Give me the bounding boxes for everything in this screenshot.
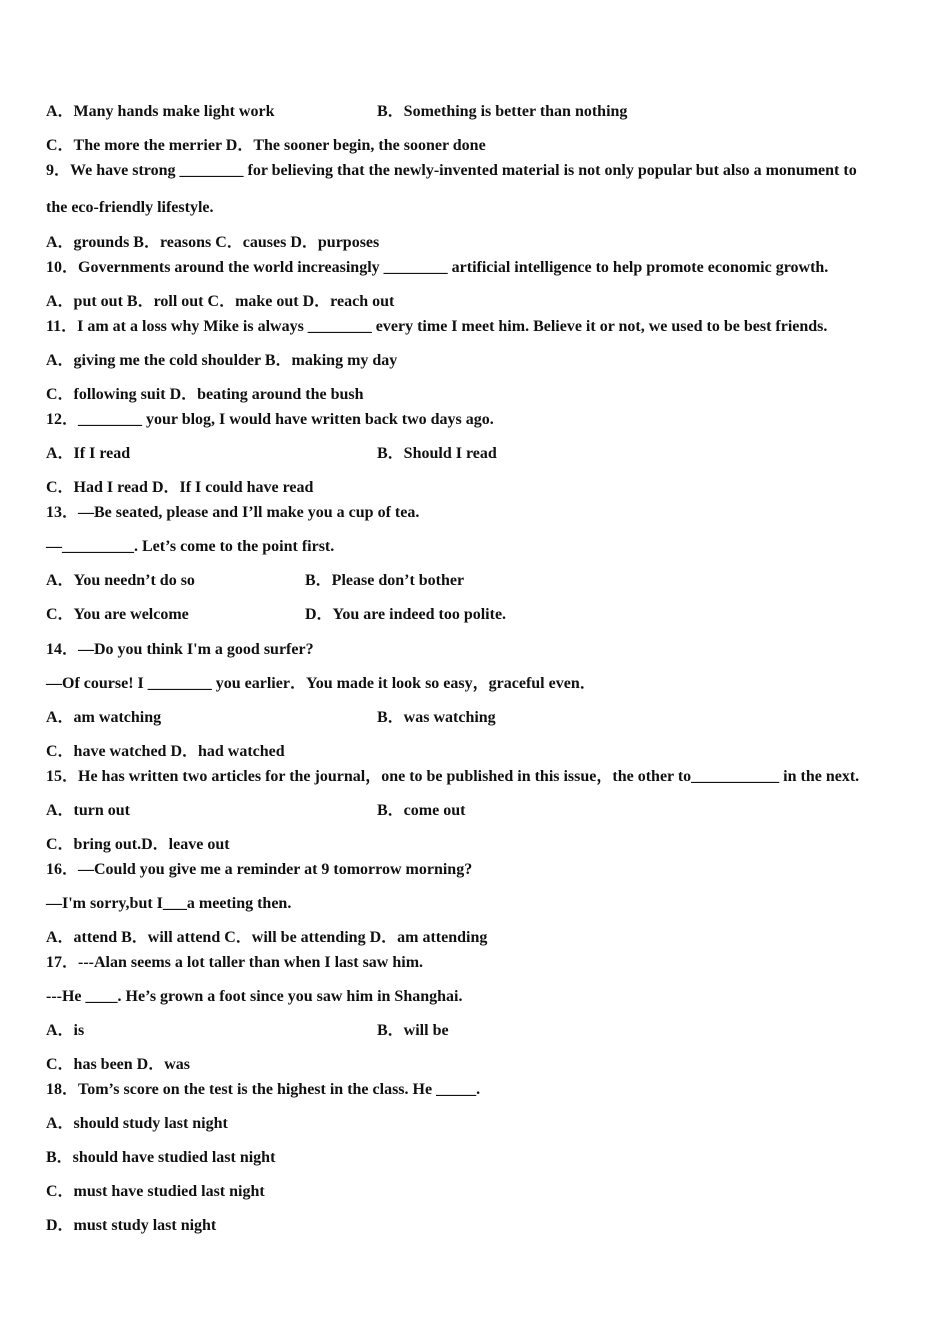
q12-stem: 12．________ your blog, I would have written back two days ago.	[46, 411, 494, 428]
q16-stem: 16．—Could you give me a reminder at 9 tomorrow morning?	[46, 861, 473, 878]
q14-stem: 14．—Do you think I'm a good surfer?	[46, 641, 314, 658]
q17-stem: 17．---Alan seems a lot taller than when I last saw him.	[46, 954, 424, 971]
q14-option-a: A．am watching	[46, 709, 162, 726]
q10-options: A．put out B．roll out C．make out D．reach out	[46, 293, 395, 310]
q10-stem: 10．Governments around the world increasingly ________ artificial intelligence to help promote economic growth.	[46, 259, 829, 276]
q17-option-b: B．will be	[377, 1022, 449, 1039]
q15-option-cd: C．bring out.D．leave out	[46, 836, 230, 853]
q14-option-b: B．was watching	[377, 709, 496, 726]
q14-option-cd: C．have watched D．had watched	[46, 743, 285, 760]
q11-stem: 11．I am at a loss why Mike is always ________ every time I meet him. Believe it or not, we used to be best friends.	[46, 318, 828, 335]
q13-reply: —_________. Let’s come to the point first.	[46, 538, 335, 555]
q9-stem: 9．We have strong ________ for believing that the newly-invented material is not only popular but also a monument to	[46, 162, 857, 179]
q15-stem: 15．He has written two articles for the journal，one to be published in this issue，the other to___________ in the next.	[46, 768, 860, 785]
q15-option-b: B．come out	[377, 802, 466, 819]
q17-reply: ---He ____. He’s grown a foot since you saw him in Shanghai.	[46, 988, 463, 1005]
q18-option-c: C．must have studied last night	[46, 1183, 265, 1200]
q13-stem: 13．—Be seated, please and I’ll make you a cup of tea.	[46, 504, 420, 521]
q12-option-a: A．If I read	[46, 445, 131, 462]
q18-stem: 18．Tom’s score on the test is the highest in the class. He _____.	[46, 1081, 481, 1098]
q16-reply: —I'm sorry,but I___a meeting then.	[46, 895, 292, 912]
q13-option-b: B．Please don’t bother	[305, 572, 465, 589]
q16-options: A．attend B．will attend C．will be attending D．am attending	[46, 929, 488, 946]
q17-option-cd: C．has been D．was	[46, 1056, 191, 1073]
q9-stem-cont: the eco-friendly lifestyle.	[46, 199, 214, 216]
q9-options: A．grounds B．reasons C．causes D．purposes	[46, 234, 380, 251]
q13-option-c: C．You are welcome	[46, 606, 189, 623]
q12-option-cd: C．Had I read D．If I could have read	[46, 479, 314, 496]
q13-option-d: D．You are indeed too polite.	[305, 606, 507, 623]
q8-option-b: B．Something is better than nothing	[377, 103, 628, 120]
q18-option-b: B．should have studied last night	[46, 1149, 276, 1166]
q8-option-a: A．Many hands make light work	[46, 103, 275, 120]
q14-reply: —Of course! I ________ you earlier．You made it look so easy，graceful even．	[46, 675, 596, 692]
q11-option-cd: C．following suit D．beating around the bush	[46, 386, 364, 403]
q15-option-a: A．turn out	[46, 802, 131, 819]
q18-option-d: D．must study last night	[46, 1217, 217, 1234]
q12-option-b: B．Should I read	[377, 445, 497, 462]
q11-option-ab: A．giving me the cold shoulder B．making my day	[46, 352, 398, 369]
q17-option-a: A．is	[46, 1022, 85, 1039]
q18-option-a: A．should study last night	[46, 1115, 228, 1132]
q8-option-cd: C．The more the merrier D．The sooner begin, the sooner done	[46, 137, 486, 154]
q13-option-a: A．You needn’t do so	[46, 572, 195, 589]
